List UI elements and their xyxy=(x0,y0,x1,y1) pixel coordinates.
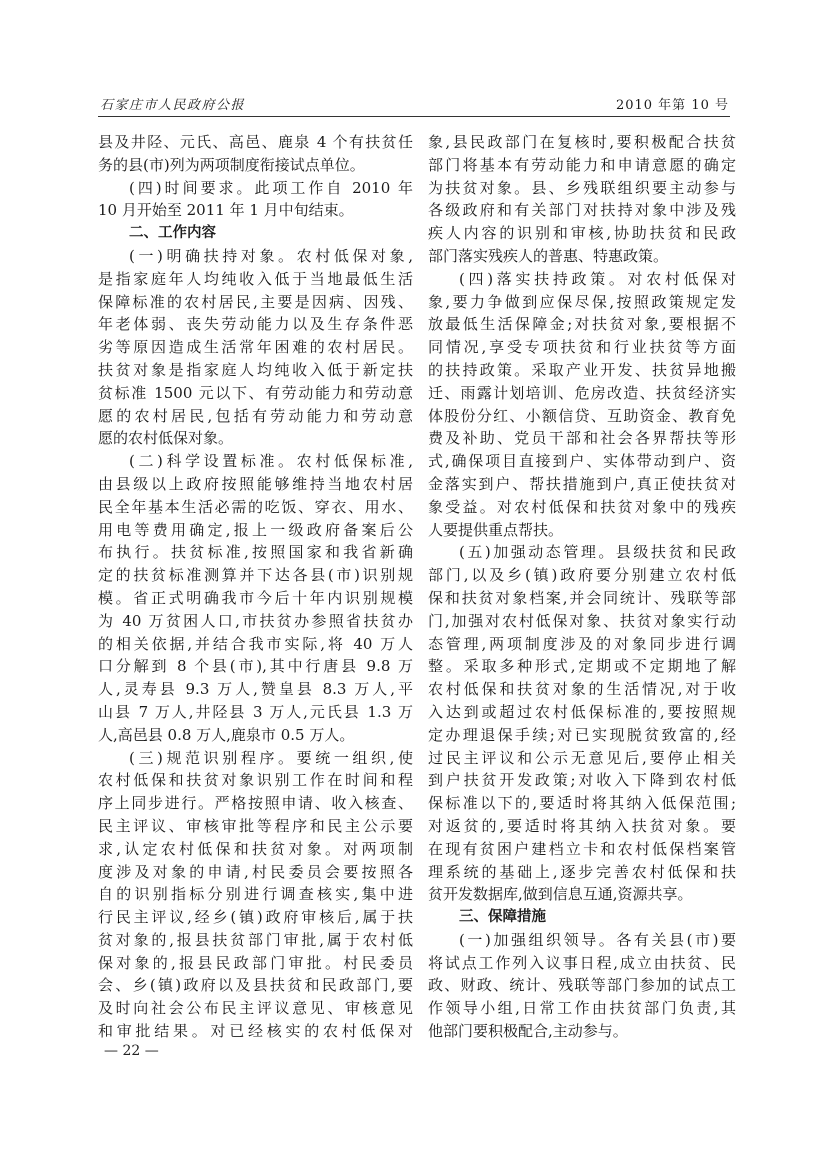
text-line: 贫开发数据库,做到信息互通,资源共享。 xyxy=(428,885,693,904)
text-line: 会、乡(镇)政府以及县扶贫和民政部门,要 xyxy=(98,976,413,995)
left-column xyxy=(98,131,413,1043)
text-line: 度涉及对象的申请,村民委员会要按照各 xyxy=(98,862,413,881)
text-line: 扶贫对象是指家庭人均纯收入低于新定扶 xyxy=(98,360,413,379)
text-line: 作领导小组,日常工作由扶贫部门负责,其 xyxy=(428,999,736,1018)
text-line: (四)时间要求。此项工作自 2010 年 xyxy=(129,178,413,197)
paragraph xyxy=(98,747,413,1043)
paragraph xyxy=(428,541,736,906)
text-line: 模。省正式明确我市今后十年内识别规模 xyxy=(98,588,413,607)
text-line: 他部门要积极配合,主动参与。 xyxy=(428,1022,628,1041)
paragraph xyxy=(98,177,413,223)
text-line: (一)明确扶持对象。农村低保对象, xyxy=(129,246,413,265)
text-line: (三)规范识别程序。要统一组织,使 xyxy=(129,748,413,767)
text-line: 贫对象的,报县扶贫部门审批,属于农村低 xyxy=(98,930,413,949)
text-line: (四)落实扶持政策。对农村低保对 xyxy=(459,269,736,288)
text-line: 的相关依据,并结合我市实际,将 40 万人 xyxy=(98,634,413,653)
text-line: 是指家庭年人均纯收入低于当地最低生活 xyxy=(98,269,413,288)
text-line: 金落实到户、帮扶措施到户,真正使扶贫对 xyxy=(428,474,736,493)
text-line: 口分解到 8 个县(市),其中行唐县 9.8 万 xyxy=(98,657,413,676)
text-line: 整。采取多种形式,定期或不定期地了解 xyxy=(428,657,736,676)
text-line: 象受益。对农村低保和扶贫对象中的残疾 xyxy=(428,497,736,516)
text-line: 农村低保和扶贫对象的生活情况,对于收 xyxy=(428,680,736,699)
paragraph xyxy=(98,450,413,746)
right-column xyxy=(428,131,736,1043)
text-line: 放最低生活保障金;对扶贫对象,要根据不 xyxy=(428,315,736,334)
text-line: 布执行。扶贫标准,按照国家和我省新确 xyxy=(98,543,413,562)
text-line: (一)加强组织领导。各有关县(市)要 xyxy=(459,930,736,949)
paragraph xyxy=(98,131,413,177)
text-line: 入达到或超过农村低保标准的,要按照规 xyxy=(428,702,736,721)
text-line: 求,认定农村低保和扶贫对象。对两项制 xyxy=(98,839,413,858)
text-line: 贫标准 1500 元以下、有劳动能力和劳动意 xyxy=(98,383,413,402)
text-line: 为扶贫对象。县、乡残联组织要主动参与 xyxy=(428,178,736,197)
text-line: 象,县民政部门在复核时,要积极配合扶贫 xyxy=(428,133,736,151)
section-heading xyxy=(428,906,736,929)
text-line: 二、工作内容 xyxy=(129,225,216,242)
text-line: 过民主评议和公示无意见后,要停止相关 xyxy=(428,748,736,767)
text-line: 部门,以及乡(镇)政府要分别建立农村低 xyxy=(428,566,736,585)
text-line: 人要提供重点帮扶。 xyxy=(428,520,564,539)
text-line: 保障标准的农村居民,主要是因病、因残、 xyxy=(98,292,413,311)
text-line: 保和扶贫对象档案,并会同统计、残联等部 xyxy=(428,588,736,607)
text-line: 保标准以下的,要适时将其纳入低保范围; xyxy=(428,794,736,813)
paragraph xyxy=(428,268,736,542)
text-line: 体股份分红、小额信贷、互助资金、教育免 xyxy=(428,406,736,425)
publication-title: 石家庄市人民政府公报 xyxy=(100,98,246,113)
text-line: 将试点工作列入议事日程,成立由扶贫、民 xyxy=(428,953,736,972)
header-divider xyxy=(98,116,730,117)
text-line: 迁、雨露计划培训、危房改造、扶贫经济实 xyxy=(428,383,736,402)
text-line: 定办理退保手续;对已实现脱贫致富的,经 xyxy=(428,725,736,744)
text-line: 定的扶贫标准测算并下达各县(市)识别规 xyxy=(98,566,413,585)
text-line: 人,高邑县 0.8 万人,鹿泉市 0.5 万人。 xyxy=(98,725,355,744)
text-line: 县及井陉、元氏、高邑、鹿泉 4 个有扶贫任 xyxy=(98,133,413,151)
text-line: 民全年基本生活必需的吃饭、穿衣、用水、 xyxy=(98,497,413,516)
paragraph xyxy=(98,245,413,450)
text-line: 人,灵寿县 9.3 万人,赞皇县 8.3 万人,平 xyxy=(98,680,413,699)
text-line: 在现有贫困户建档立卡和农村低保档案管 xyxy=(428,839,736,858)
text-line: 和审批结果。对已经核实的农村低保对 xyxy=(98,1022,413,1041)
text-line: 对返贫的,要适时将其纳入扶贫对象。要 xyxy=(428,816,736,835)
text-line: 同情况,享受专项扶贫和行业扶贫等方面 xyxy=(428,338,736,357)
text-line: 山县 7 万人,井陉县 3 万人,元氏县 1.3 万 xyxy=(98,702,413,721)
text-line: 及时向社会公布民主评议意见、审核意见 xyxy=(98,999,413,1018)
text-line: 象,要力争做到应保尽保,按照政策规定发 xyxy=(428,292,736,311)
text-line: 各级政府和有关部门对扶持对象中涉及残 xyxy=(428,201,736,220)
text-line: 10 月开始至 2011 年 1 月中旬结束。 xyxy=(98,201,354,220)
text-line: 务的县(市)列为两项制度衔接试点单位。 xyxy=(98,155,365,174)
text-line: 民主评议、审核审批等程序和民主公示要 xyxy=(98,816,413,835)
text-line: 年老体弱、丧失劳动能力以及生存条件恶 xyxy=(98,315,413,334)
text-line: 式,确保项目直接到户、实体带动到户、资 xyxy=(428,452,736,471)
text-line: 门,加强对农村低保对象、扶贫对象实行动 xyxy=(428,611,736,630)
text-line: 愿的农村居民,包括有劳动能力和劳动意 xyxy=(98,406,413,425)
text-line: 行民主评议,经乡(镇)政府审核后,属于扶 xyxy=(98,908,413,927)
text-line: 的扶持政策。采取产业开发、扶贫异地搬 xyxy=(428,360,736,379)
text-line: (二)科学设置标准。农村低保标准, xyxy=(129,452,413,471)
text-line: 劣等原因造成生活常年困难的农村居民。 xyxy=(98,338,413,357)
paragraph xyxy=(428,929,736,1043)
text-line: 保对象的,报县民政部门审批。村民委员 xyxy=(98,953,413,972)
text-line: 态管理,两项制度涉及的对象同步进行调 xyxy=(428,634,736,653)
text-line: 到户扶贫开发政策;对收入下降到农村低 xyxy=(428,771,736,790)
text-line: 序上同步进行。严格按照申请、收入核查、 xyxy=(98,794,413,813)
text-line: 政、财政、统计、残联等部门参加的试点工 xyxy=(428,976,736,995)
text-line: 部门将基本有劳动能力和申请意愿的确定 xyxy=(428,155,736,174)
text-line: 用电等费用确定,报上一级政府备案后公 xyxy=(98,520,413,539)
text-line: 由县级以上政府按照能够维持当地农村居 xyxy=(98,474,413,493)
page-number: — 22 — xyxy=(104,1043,159,1059)
section-heading xyxy=(98,222,413,245)
text-line: 费及补助、党员干部和社会各界帮扶等形 xyxy=(428,429,736,448)
text-line: 自的识别指标分别进行调查核实,集中进 xyxy=(98,885,413,904)
issue-number: 2010 年第 10 号 xyxy=(615,98,729,113)
text-line: 理系统的基础上,逐步完善农村低保和扶 xyxy=(428,862,736,881)
text-line: 农村低保和扶贫对象识别工作在时间和程 xyxy=(98,771,413,790)
text-line: (五)加强动态管理。县级扶贫和民政 xyxy=(459,543,736,562)
text-line: 为 40 万贫困人口,市扶贫办参照省扶贫办 xyxy=(98,611,413,630)
text-line: 疾人内容的识别和审核,协助扶贫和民政 xyxy=(428,224,736,243)
text-line: 部门落实残疾人的普惠、特惠政策。 xyxy=(428,246,669,265)
paragraph xyxy=(428,131,736,268)
text-line: 愿的农村低保对象。 xyxy=(98,429,234,448)
text-line: 三、保障措施 xyxy=(459,909,546,926)
